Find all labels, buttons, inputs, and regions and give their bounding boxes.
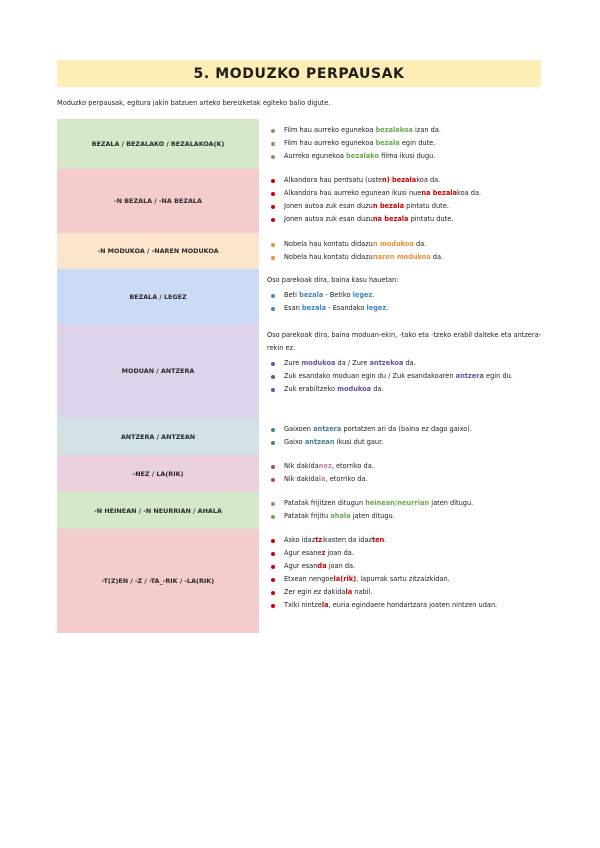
bullet-icon — [271, 205, 275, 209]
row-content — [259, 492, 541, 529]
table-row — [57, 492, 541, 529]
list-item: Jonen autoa zuk esan duzun bezala pintatu dute. — [267, 200, 541, 213]
bullet-icon — [271, 307, 275, 311]
bullet-icon — [271, 478, 275, 482]
list-item: Agur esanez joan da. — [267, 547, 541, 560]
bullet-icon — [271, 441, 275, 445]
example-list — [267, 497, 541, 523]
list-item: Etxean nengoela(rik), lapurrak sartu zitzaizkidan. — [267, 573, 541, 586]
page-title: 5. MODUZKO PERPAUSAK — [193, 65, 405, 82]
table-row — [57, 119, 541, 169]
list-item: Gaixo antzean ikusi dut gaur. — [267, 436, 541, 449]
list-item: Nobela hau kontatu didazunaren modukoa da. — [267, 251, 541, 264]
bullet-icon — [271, 604, 275, 608]
row-label: BEZALA / BEZALAKO / BEZALAKOA(K) — [57, 119, 259, 169]
bullet-icon — [271, 218, 275, 222]
list-item: Zuk erabiltzeko modukoa da. — [267, 383, 541, 396]
bullet-icon — [271, 142, 275, 146]
title-banner — [57, 60, 541, 87]
table-row — [57, 269, 541, 324]
row-label: BEZALA / LEGEZ — [57, 269, 259, 324]
example-list — [267, 289, 541, 315]
list-item: Asko idaztzikasten da idazten. — [267, 534, 541, 547]
bullet-icon — [271, 465, 275, 469]
bullet-icon — [271, 192, 275, 196]
example-list — [267, 238, 541, 264]
table-row — [57, 455, 541, 492]
table-row — [57, 418, 541, 455]
list-item: Nik dakidala, etorriko da. — [267, 473, 541, 486]
row-label: MODUAN / ANTZERA — [57, 324, 259, 418]
table-row — [57, 324, 541, 418]
grammar-table — [57, 119, 541, 633]
bullet-icon — [271, 515, 275, 519]
list-item: Txiki nintzela, euria egindaere hondartzara joaten nintzen udan. — [267, 599, 541, 612]
bullet-icon — [271, 179, 275, 183]
bullet-icon — [271, 552, 275, 556]
row-label: ANTZERA / ANTZEAN — [57, 418, 259, 455]
bullet-icon — [271, 256, 275, 260]
row-content — [259, 233, 541, 269]
example-list — [267, 460, 541, 486]
list-item: Gaixoen antzera portatzen ari da (baina ez dago gaixo). — [267, 423, 541, 436]
bullet-icon — [271, 155, 275, 159]
row-intro: Oso parekoak dira, baina moduan-ekin, -tako eta -tzeko erabil daiteke eta antzera-rekin ez. — [267, 331, 541, 352]
row-intro: Oso parekoak dira, baina kasu hauetan: — [267, 276, 399, 284]
list-item: Film hau aurreko egunekoa bezala egin dute. — [267, 137, 541, 150]
example-list — [267, 357, 541, 396]
example-list — [267, 124, 541, 163]
list-item: Zure modukoa da / Zure antzekoa da. — [267, 357, 541, 370]
bullet-icon — [271, 129, 275, 133]
row-content — [259, 455, 541, 492]
row-content — [259, 269, 541, 324]
row-label: -N MODUKOA / -NAREN MODUKOA — [57, 233, 259, 269]
list-item: Aurreko egunekoa bezalako filma ikusi dugu. — [267, 150, 541, 163]
bullet-icon — [271, 294, 275, 298]
intro-text: Moduzko perpausak, egitura jakin batzuen arteko bereizketak egiteko balio digute. — [57, 99, 331, 107]
row-label: -N HEINEAN / -N NEURRIAN / AHALA — [57, 492, 259, 529]
row-content — [259, 418, 541, 455]
table-row — [57, 529, 541, 633]
bullet-icon — [271, 362, 275, 366]
bullet-icon — [271, 591, 275, 595]
bullet-icon — [271, 502, 275, 506]
example-list — [267, 174, 541, 226]
list-item: Film hau aurreko egunekoa bezalakoa izan da. — [267, 124, 541, 137]
table-row — [57, 169, 541, 233]
list-item: Zer egin ez dakidala nabil. — [267, 586, 541, 599]
bullet-icon — [271, 578, 275, 582]
row-label: -N BEZALA / -NA BEZALA — [57, 169, 259, 233]
bullet-icon — [271, 243, 275, 247]
bullet-icon — [271, 375, 275, 379]
row-label: -T(Z)EN / -Z / -TA_-RIK / -LA(RIK) — [57, 529, 259, 633]
list-item: Jonen autoa zuk esan duzuna bezala pintatu dute. — [267, 213, 541, 226]
list-item: Agur esanda joan da. — [267, 560, 541, 573]
row-label: -NEZ / LA(RIK) — [57, 455, 259, 492]
list-item: Alkandora hau pentsatu (usten) bezalakoa da. — [267, 174, 541, 187]
list-item: Beti bezala - Betiko legez. — [267, 289, 541, 302]
row-content — [259, 169, 541, 233]
bullet-icon — [271, 388, 275, 392]
list-item: Zuk esandako moduan egin du / Zuk esandakoaren antzera egin du. — [267, 370, 541, 383]
example-list — [267, 423, 541, 449]
bullet-icon — [271, 539, 275, 543]
list-item: Nobela hau kontatu didazun modukoa da. — [267, 238, 541, 251]
bullet-icon — [271, 428, 275, 432]
row-content — [259, 324, 541, 418]
row-content — [259, 119, 541, 169]
list-item: Patatak frijitzen ditugun heinean/neurrian jaten ditugu. — [267, 497, 541, 510]
list-item: Nik dakidanez, etorriko da. — [267, 460, 541, 473]
bullet-icon — [271, 565, 275, 569]
list-item: Patatak frijitu ahala jaten ditugu. — [267, 510, 541, 523]
row-content — [259, 529, 541, 633]
list-item: Esan bezala - Esandako legez. — [267, 302, 541, 315]
table-row — [57, 233, 541, 269]
list-item: Alkandora hau aurreko egunean ikusi nuena bezalakoa da. — [267, 187, 541, 200]
example-list — [267, 534, 541, 612]
